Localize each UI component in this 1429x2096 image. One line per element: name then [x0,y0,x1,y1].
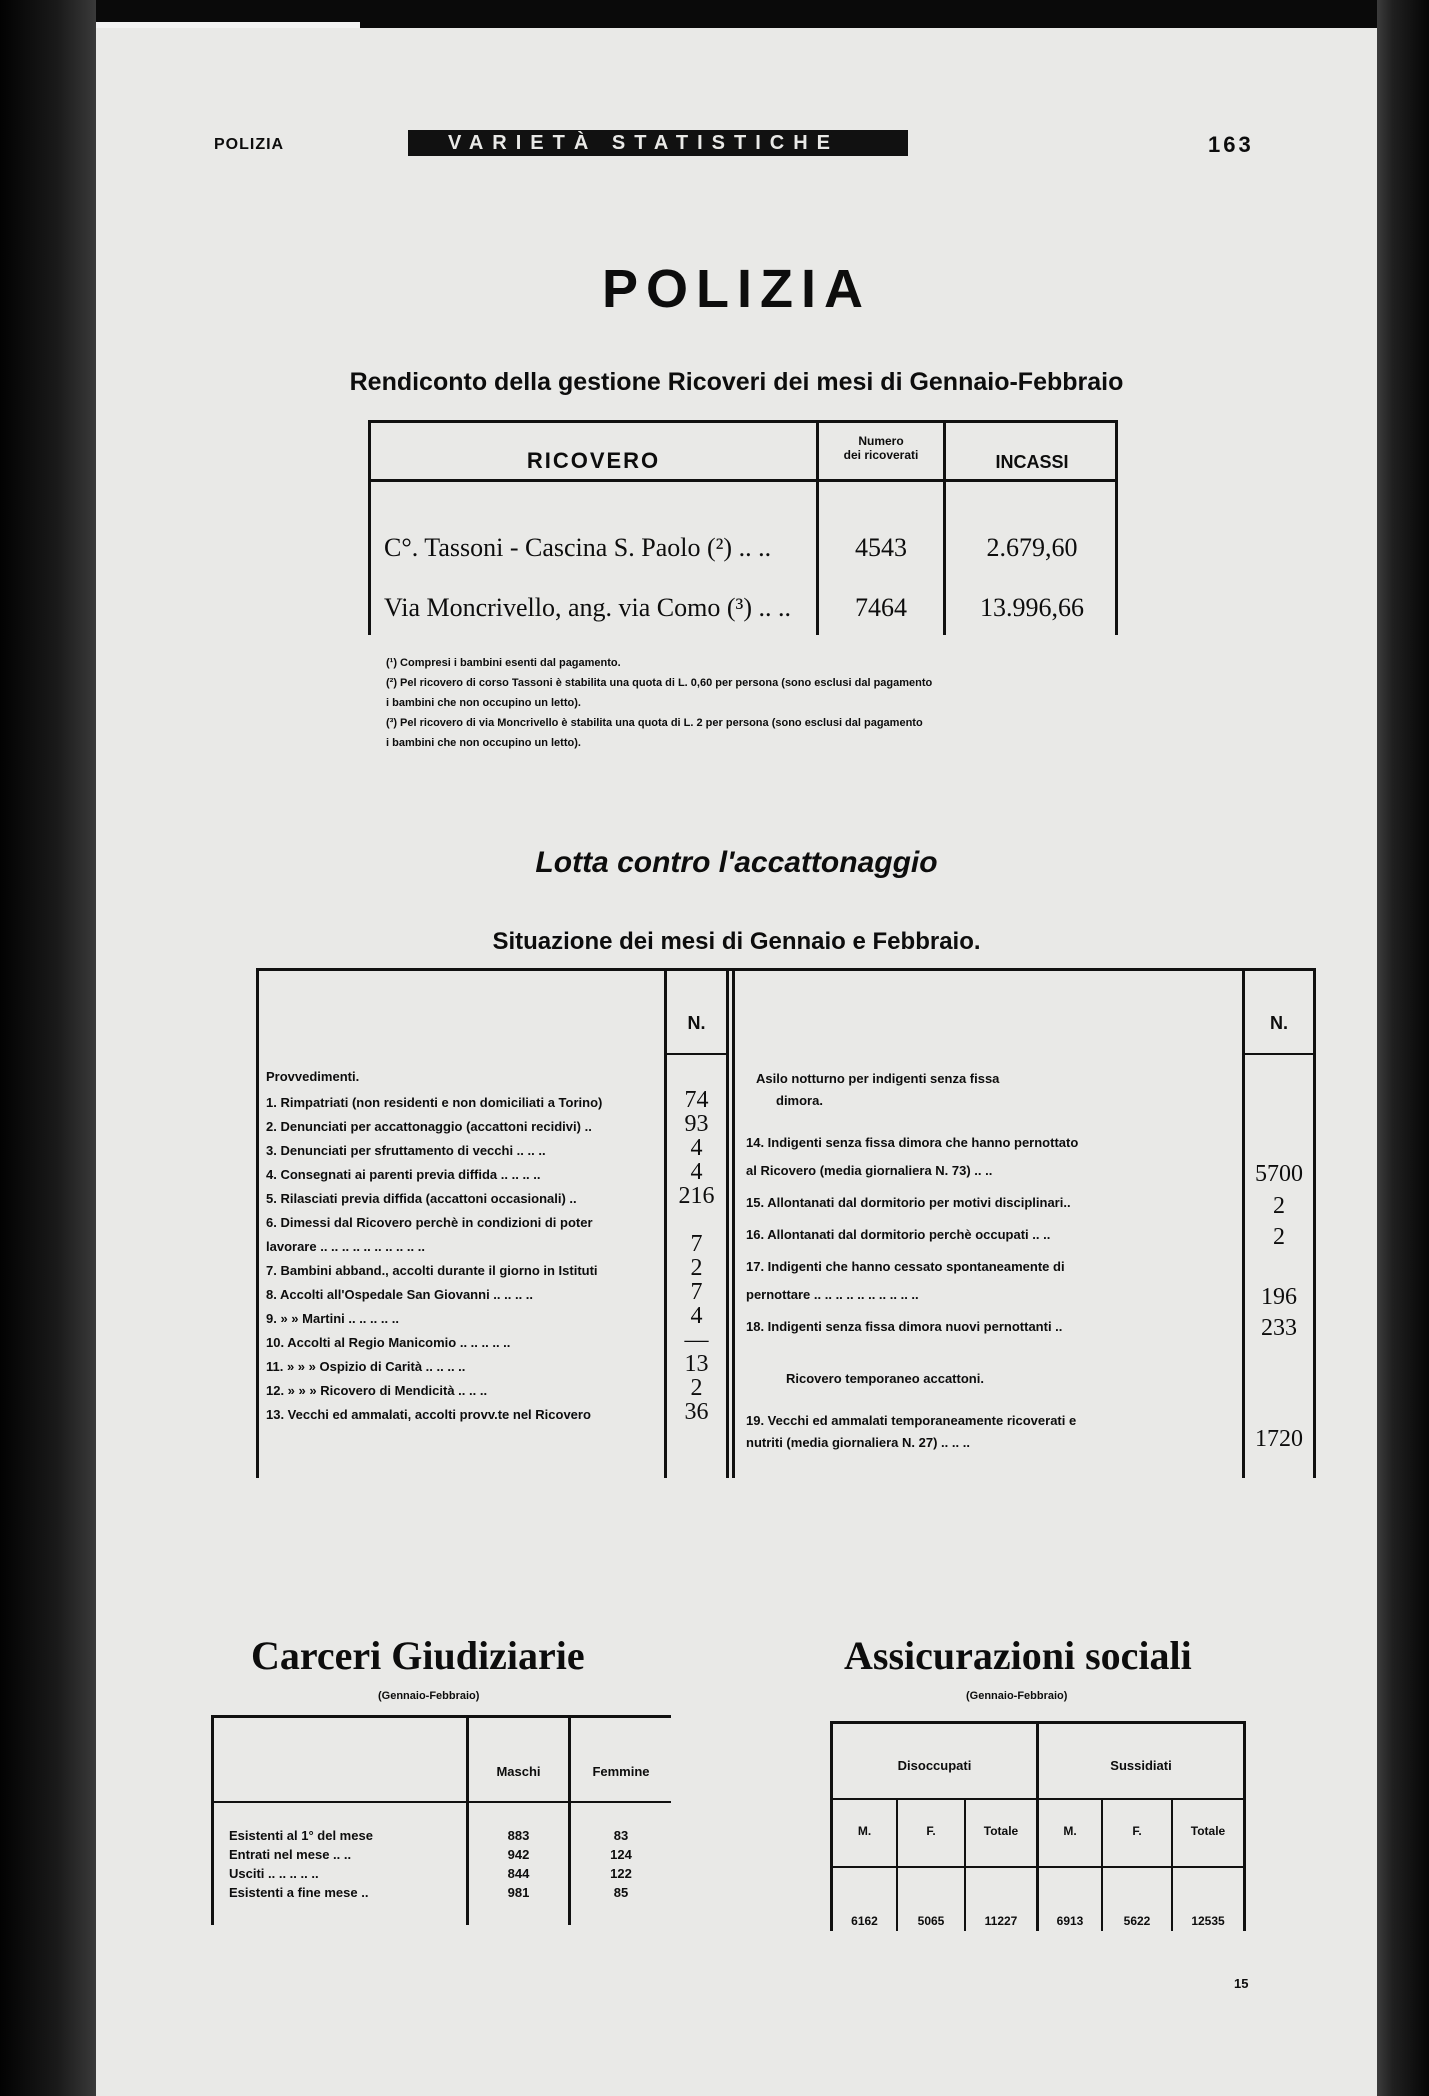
list-item: 5. Rilasciati previa diffida (accattoni occasionali) .. [266,1191,577,1206]
list-item: 12. » » » Ricovero di Mendicità .. .. .. [266,1383,488,1398]
value-cell: 2 [690,1375,703,1401]
ricoveri-header-rule [368,479,1118,482]
value-cell: 7 [690,1279,703,1305]
value-cell: 5622 [1123,1914,1151,1928]
col-header: Totale [1190,1824,1226,1838]
list-item: 2. Denunciati per accattonaggio (accattoni recidivi) .. [266,1119,592,1134]
row-label: Entrati nel mese .. .. [229,1847,352,1862]
asilo-heading-cont: dimora. [776,1093,823,1108]
note-line: i bambini che non occupino un letto). [386,697,581,709]
lotta-rule [1242,1053,1316,1055]
provvedimenti-values [667,1088,726,1424]
assicurazioni-rule [1171,1798,1173,1931]
list-item: 17. Indigenti che hanno cessato spontaneamente di [746,1259,1065,1274]
lotta-rule [1313,968,1316,1478]
carceri-subtitle: (Gennaio-Febbraio) [378,1690,480,1702]
provvedimenti-list [266,1092,602,1428]
carceri-title: Carceri Giudiziarie [251,1633,585,1678]
lotta-rule [256,968,259,1478]
list-item: 15. Allontanati dal dormitorio per motivi disciplinari.. [746,1195,1071,1210]
ricovero-numero: 4543 [855,533,907,562]
assicurazioni-rule [896,1798,898,1931]
lotta-rule [732,968,735,1478]
value-cell: 2 [690,1255,703,1281]
list-item: 10. Accolti al Regio Manicomio .. .. .. .. .. [266,1335,511,1350]
assicurazioni-rule [1243,1721,1246,1931]
ricoveri-subtitle: Rendiconto della gestione Ricoveri dei mesi di Gennaio-Febbraio [349,368,1124,396]
asilo-values [1245,1158,1313,1344]
value-cell: 5065 [917,1914,945,1928]
ricovero-temporaneo-heading: Ricovero temporaneo accattoni. [786,1371,984,1386]
col-header-n: N. [1270,1013,1288,1033]
running-title: POLIZIA [214,136,285,153]
value-cell: 124 [610,1847,632,1862]
list-item: 14. Indigenti senza fissa dimora che hanno pernottato [746,1135,1079,1150]
value-cell: 1720 [1255,1426,1303,1452]
lotta-top-rule [256,968,1316,971]
value-cell: 981 [507,1885,530,1900]
value-cell: 5700 [1255,1161,1303,1187]
assicurazioni-subtitle: (Gennaio-Febbraio) [966,1690,1068,1702]
list-item: 11. » » » Ospizio di Carità .. .. .. .. [266,1359,466,1374]
value-cell: 883 [507,1828,530,1843]
provvedimenti-heading: Provvedimenti. [266,1069,360,1084]
col-header-femmine: Femmine [592,1764,650,1779]
asilo-list [746,1132,1078,1348]
carceri-rule [211,1801,671,1803]
value-cell: 4 [690,1159,703,1185]
col-header: F. [1132,1824,1142,1838]
value-cell: 4 [690,1303,703,1329]
ricovero-temporaneo-list [746,1410,1076,1454]
value-cell [667,1208,726,1232]
list-item: 6. Dimessi dal Ricovero perchè in condizioni di poter [266,1215,593,1230]
list-item: 7. Bambini abband., accolti durante il giorno in Istituti [266,1263,598,1278]
document-page [96,28,1377,2096]
note-line: i bambini che non occupino un letto). [386,737,581,749]
page-title: POLIZIA [602,259,871,319]
col-header-numero-line1: Numero [858,434,904,448]
col-header-numero [819,434,943,462]
carceri-rule [211,1715,214,1925]
value-cell: 4 [690,1135,703,1161]
carceri-maschi-values [469,1828,568,1904]
asilo-heading: Asilo notturno per indigenti senza fissa [756,1071,1000,1086]
col-header-maschi: Maschi [496,1764,541,1779]
assicurazioni-rule [830,1866,1246,1868]
ricovero-incassi: 13.996,66 [980,593,1084,622]
ricovero-incassi: 2.679,60 [986,533,1078,562]
lotta-rule [726,968,729,1478]
value-cell: 13 [684,1351,709,1377]
note-line: (³) Pel ricovero di via Moncrivello è stabilita una quota di L. 2 per persona (sono esclusi dal pagamento [386,717,923,729]
lotta-title: Lotta contro l'accattonaggio [535,846,938,879]
note-line: (¹) Compresi i bambini esenti dal pagamento. [386,657,621,669]
value-cell: 196 [1261,1284,1297,1310]
value-cell: 2 [1273,1224,1285,1250]
value-cell: 7 [690,1231,703,1257]
value-cell: 844 [507,1866,530,1881]
list-item: 3. Denunciati per sfruttamento di vecchi .. .. .. [266,1143,546,1158]
assicurazioni-rule [964,1798,966,1931]
value-cell: 122 [610,1866,632,1881]
col-header: M. [857,1824,872,1838]
list-item: 9. » » Martini .. .. .. .. .. [266,1311,399,1326]
value-cell: 74 [684,1087,709,1113]
lotta-rule [664,1053,729,1055]
ricovero-numero: 7464 [855,593,907,622]
ricovero-name: Via Moncrivello, ang. via Como (³) .. .. [384,593,791,622]
list-item: lavorare .. .. .. .. .. .. .. .. .. .. [266,1239,425,1254]
value-cell: 83 [613,1828,629,1843]
list-item: 4. Consegnati ai parenti previa diffida .. .. .. .. [266,1167,541,1182]
col-group-disoccupati: Disoccupati [897,1758,972,1773]
list-item: 18. Indigenti senza fissa dimora nuovi pernottanti .. [746,1319,1063,1334]
list-item: 1. Rimpatriati (non residenti e non domiciliati a Torino) [266,1095,603,1110]
note-line: (²) Pel ricovero di corso Tassoni è stabilita una quota di L. 0,60 per persona (sono esclusi dal pagamento [386,677,933,689]
value-cell: 36 [684,1399,709,1425]
list-item: nutriti (media giornaliera N. 27) .. .. .. [746,1435,970,1450]
row-label: Esistenti al 1° del mese [229,1828,373,1843]
row-label: Esistenti a fine mese .. [229,1885,369,1900]
list-item: al Ricovero (media giornaliera N. 73) .. .. [746,1163,993,1178]
value-cell: — [684,1327,709,1353]
assicurazioni-rule [1101,1798,1103,1931]
value-cell: 942 [507,1847,530,1862]
value-cell: 85 [613,1885,629,1900]
carceri-femmine-values [571,1828,671,1904]
col-header: M. [1063,1824,1077,1838]
value-cell: 216 [678,1183,715,1209]
row-label: Usciti .. .. .. .. .. [229,1866,319,1881]
lotta-subtitle: Situazione dei mesi di Gennaio e Febbraio. [492,928,981,955]
value-cell: 93 [684,1111,709,1137]
value-cell: 11227 [984,1914,1018,1928]
col-header-ricovero: RICOVERO [526,448,661,473]
col-header-n: N. [687,1013,706,1033]
list-item: 8. Accolti all'Ospedale San Giovanni .. .. .. .. [266,1287,534,1302]
list-item: 19. Vecchi ed ammalati temporaneamente ricoverati e [746,1413,1077,1428]
value-cell: 233 [1261,1315,1297,1341]
value-cell: 2 [1273,1193,1285,1219]
scan-left-shadow [0,0,96,2096]
col-group-sussidiati: Sussidiati [1110,1758,1172,1773]
list-item: 16. Allontanati dal dormitorio perchè occupati .. .. [746,1227,1051,1242]
list-item: pernottare .. .. .. .. .. .. .. .. .. .. [746,1287,919,1302]
value-cell: 12535 [1191,1914,1225,1928]
col-header: F. [926,1824,936,1838]
carceri-labels [229,1828,373,1904]
assicurazioni-rule [830,1798,1246,1800]
page-number: 163 [1208,132,1254,157]
value-cell: 6162 [851,1914,878,1928]
list-item: 13. Vecchi ed ammalati, accolti provv.te nel Ricovero [266,1407,591,1422]
col-header-incassi: INCASSI [995,452,1069,472]
ricoveri-notes [386,653,1206,753]
scan-right-shadow [1377,0,1429,2096]
col-header-numero-line2: dei ricoverati [843,448,919,462]
running-header-bar: VARIETÀ STATISTICHE [408,130,908,156]
carceri-rule [211,1715,671,1718]
assicurazioni-title: Assicurazioni sociali [844,1633,1192,1678]
col-header: Totale [983,1824,1019,1838]
value-cell: 6913 [1056,1914,1084,1928]
signature-mark: 15 [1234,1976,1249,1991]
ricovero-name: C°. Tassoni - Cascina S. Paolo (²) .. .. [384,533,772,562]
